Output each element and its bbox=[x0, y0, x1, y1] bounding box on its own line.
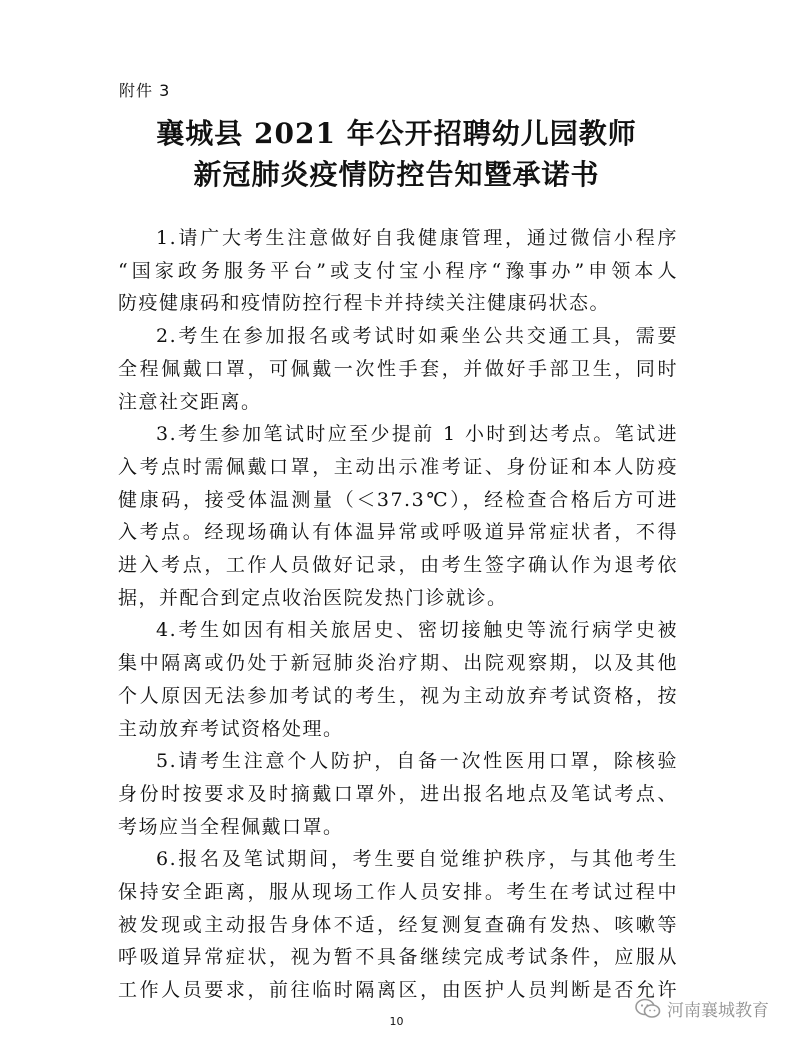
paragraph-line: 身份时按要求及时摘戴口罩外，进出报名地点及笔试考点、 bbox=[118, 782, 678, 805]
document-title-line-1: 襄城县 2021 年公开招聘幼儿园教师 bbox=[156, 117, 637, 150]
paragraph-6 bbox=[118, 843, 678, 1007]
attachment-label: 附件 3 bbox=[119, 81, 171, 100]
page-number: 10 bbox=[389, 1015, 404, 1028]
watermark-text: 河南襄城教育 bbox=[667, 1001, 769, 1021]
paragraph-line: 呼吸道异常症状，视为暂不具备继续完成考试条件，应服从 bbox=[118, 946, 678, 969]
paragraph-line: 防疫健康码和疫情防控行程卡并持续关注健康码状态。 bbox=[118, 292, 611, 315]
paragraph-line: 1.请广大考生注意做好自我健康管理，通过微信小程序 bbox=[156, 227, 678, 249]
paragraph-1 bbox=[118, 222, 678, 320]
paragraph-line: 6.报名及笔试期间，考生要自觉维护秩序，与其他考生 bbox=[156, 848, 678, 871]
paragraph-5 bbox=[118, 745, 678, 843]
document-title-line-2: 新冠肺炎疫情防控告知暨承诺书 bbox=[193, 158, 600, 191]
paragraph-line: 4.考生如因有相关旅居史、密切接触史等流行病学史被 bbox=[156, 619, 678, 642]
paragraph-line: 主动放弃考试资格处理。 bbox=[118, 717, 344, 740]
watermark bbox=[635, 996, 769, 1021]
wechat-icon bbox=[635, 998, 661, 1020]
paragraph-line: 进入考点，工作人员做好记录，由考生签字确认作为退考依 bbox=[118, 554, 678, 577]
paragraph-4 bbox=[118, 614, 678, 745]
paragraph-line: 5.请考生注意个人防护，自备一次性医用口罩，除核验 bbox=[156, 750, 678, 773]
paragraph-line: 被发现或主动报告身体不适，经复测复查确有发热、咳嗽等 bbox=[118, 913, 678, 936]
paragraph-line: 个人原因无法参加考试的考生，视为主动放弃考试资格，按 bbox=[118, 684, 678, 707]
document-body bbox=[118, 222, 678, 1007]
paragraph-line: 集中隔离或仍处于新冠肺炎治疗期、出院观察期，以及其他 bbox=[118, 652, 678, 675]
paragraph-line: 工作人员要求，前往临时隔离区，由医护人员判断是否允许 bbox=[118, 979, 678, 1002]
paragraph-line: 注意社交距离。 bbox=[118, 390, 262, 413]
paragraph-3 bbox=[118, 418, 678, 614]
paragraph-line: 3.考生参加笔试时应至少提前 1 小时到达考点。笔试进 bbox=[156, 423, 678, 446]
paragraph-line: 入考点时需佩戴口罩，主动出示准考证、身份证和本人防疫 bbox=[118, 455, 678, 478]
paragraph-line: 据，并配合到定点收治医院发热门诊就诊。 bbox=[118, 586, 508, 609]
paragraph-line: 2.考生在参加报名或考试时如乘坐公共交通工具，需要 bbox=[156, 325, 678, 348]
paragraph-line: 保持安全距离，服从现场工作人员安排。考生在考试过程中 bbox=[118, 881, 678, 904]
paragraph-line: 入考点。经现场确认有体温异常或呼吸道异常症状者，不得 bbox=[118, 521, 678, 544]
paragraph-line: 考场应当全程佩戴口罩。 bbox=[118, 815, 344, 838]
paragraph-2 bbox=[118, 320, 678, 418]
paragraph-line: “国家政务服务平台”或支付宝小程序“豫事办”申领本人 bbox=[118, 259, 678, 282]
paragraph-line: 全程佩戴口罩，可佩戴一次性手套，并做好手部卫生，同时 bbox=[118, 357, 678, 380]
paragraph-line: 健康码，接受体温测量（＜37.3℃），经检查合格后方可进 bbox=[118, 488, 678, 511]
